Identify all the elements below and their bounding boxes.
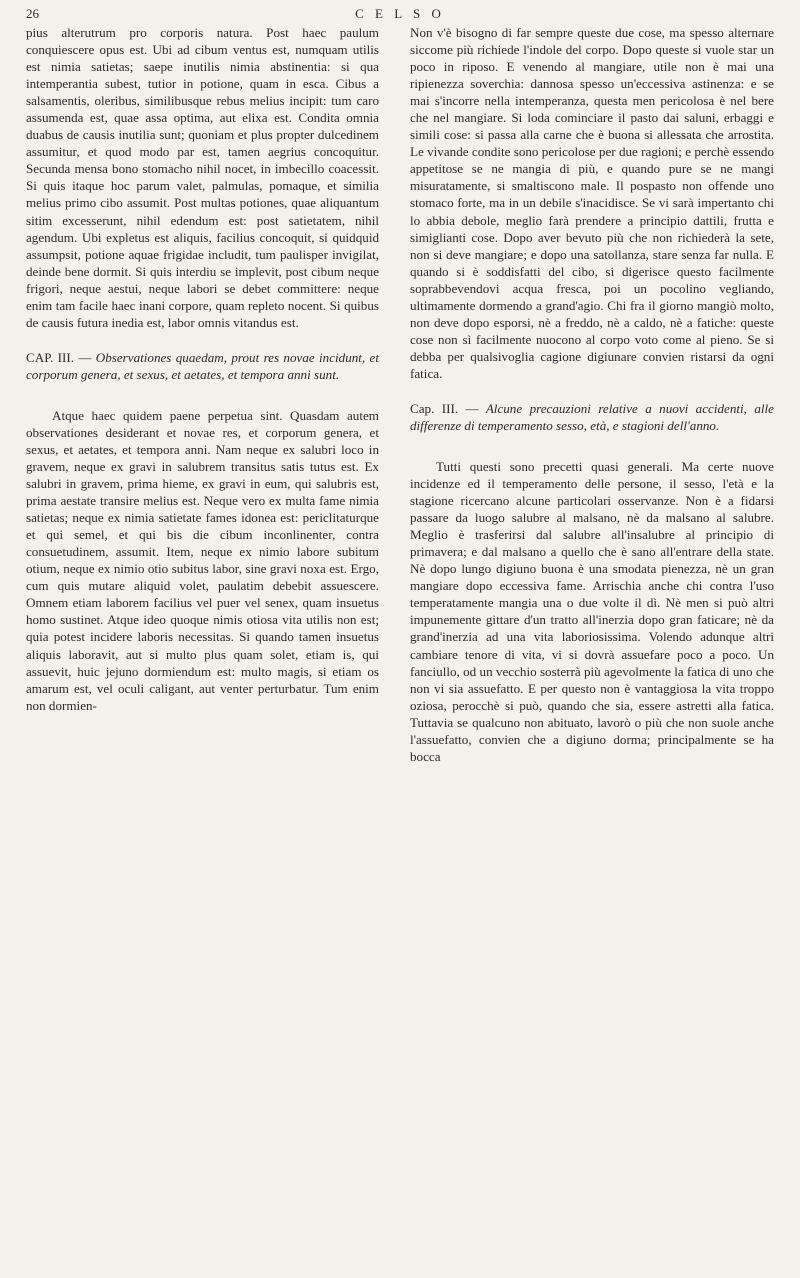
italian-chapter-title: Alcune precauzioni relative a nuovi accidenti, alle differenze di temperamento sesso, età, e stagioni dell'anno.	[410, 400, 774, 433]
running-title: C E L S O	[355, 6, 445, 21]
latin-column	[26, 24, 379, 714]
italian-column	[410, 24, 774, 765]
latin-chapter-heading	[26, 349, 379, 383]
latin-paragraph-1: pius alterutrum pro corporis natura. Post haec paulum conquiescere opus est. Ubi ad cibum ventus est, numquam utilis est nimia satietas; saepe inutilis nimia abstinentia: si qua intemperantia subest, tutior in potione, quam in esca. Cibus a salsamentis, oleribus, similibusque rebus melius incipit: tum caro assumenda est, quae assa optima, aut elixa est. Condita omnia duabus de causis inutilia sunt; quoniam et plus propter dulcedinem assumitur, et quod modo par est, tamen aegrius concoquitur. Secunda mensa bono stomacho nihil nocet, in imbecillo coacessit. Si quis itaque hoc parum valet, palmulas, pomaque, et similia melius primo cibo assumit. Post multas potiones, quae aliquantum sitim excesserunt, nihil edendum est: post satietatem, nihil agendum. Ubi expletus est aliquis, facilius concoquit, si quidquid assumpsit, potione aquae frigidae includit, tum paulisper invigilat, deinde bene dormit. Si quis interdiu se implevit, post cibum neque frigori, neque aestui, neque labori se debet committere: neque enim tam facile haec inani corpore, quam repleto nocent. Si quibus de causis futura inedia est, labor omnis vitandus est.	[26, 25, 379, 330]
latin-chapter-label: CAP. III. —	[26, 349, 92, 365]
italian-chapter-label: Cap. III. —	[410, 400, 479, 416]
page-header	[0, 4, 800, 26]
page-number: 26	[26, 6, 39, 21]
italian-chapter-heading	[410, 400, 774, 434]
latin-chapter-title: Observationes quaedam, prout res novae incidunt, et corporum genera, et sexus, et aetates, et tempora anni sunt.	[26, 349, 379, 382]
italian-paragraph-2: Tutti questi sono precetti quasi generali. Ma certe nuove incidenze ed il temperamento delle persone, il sesso, l'età e la stagione ricercano alcune particolari osservanze. Non è a fidarsi passare da luogo salubre al malsano, nè da malsano al salubre. Meglio è trasferirsi dal salubre all'insalubre al principio di primavera; e dal malsano a quello che è sano all'entrare della state. Nè dopo lungo digiuno buona è una smodata pienezza, nè un gran mangiare dopo eccessiva fame. Arrischia anche chi contra l'uso temperatamente mangia una o due volte il dì. Nè men si può altri impunemente gittare d'un tratto all'inerzia dopo gran faticare; nè da grand'inerzia ad una vita laboriosissima. Volendo adunque altri cambiare tenore di vita, vi si dovrà assuefare poco a poco. Un fanciullo, od un vecchio sosterrà più agevolmente la fatica di uno che non vi sia assuefatto. E per questo non è vantaggiosa la vita troppo oziosa, perocchè si può, quando che sia, essere astretti alla fatica. Tuttavia se qualcuno non abituato, lavorò o più che non suole anche l'assuefatto, convien che a digiuno dorma; principalmente se ha bocca	[410, 458, 774, 764]
latin-paragraph-2: Atque haec quidem paene perpetua sint. Quasdam autem observationes desiderant et novae res, et corporum genera, et sexus, et aetates, et tempora anni. Nam neque ex salubri loco in gravem, neque ex gravi in salubrem transitus satis tutus est. Ex salubri in gravem, prima hieme, ex gravi in eum, qui salubris est, prima aestate transire melius est. Neque vero ex multa fame nimia satietas; neque ex nimia satietate fames idonea est: periclitaturque et qui semel, et qui bis die cibum inconlinenter, contra consuetudinem, assumit. Item, neque ex nimio labore subitum otium, neque ex nimio otio subitus labor, sine gravi noxa est. Ergo, cum quis mutare aliquid volet, paulatim debebit assuescere. Omnem etiam laborem facilius vel puer vel senex, quam insuetus homo sustinet. Atque ideo quoque nimis otiosa vita utilis non est; quia potest incidere laboris necessitas. Si quando tamen insuetus aliquis laboravit, aut si multo plus quam solet, etiam is, qui assuevit, huic jejuno dormiendum est: multo magis, si etiam os amarum est, vel oculi caligant, aut venter perturbatur. Tum enim non dormien-	[26, 407, 379, 713]
italian-paragraph-1: Non v'è bisogno di far sempre queste due cose, ma spesso alternare siccome più richiede l'indole del corpo. Dopo queste si vuole star un poco in riposo. E venendo al mangiare, utile non è mai una ripienezza soverchia: dannosa spesso un'eccessiva astinenza: e se mai s'incorre nella intemperanza, questa men pericolosa è nel bere che nel mangiare. Si loda cominciare il pasto dai saluni, erbaggi e simili cose: si passa alla carne che è buona si allessata che arrostita. Le vivande condite sono pericolose per due ragioni; e perchè essendo appetitose se ne mangia di più, e quando pure se ne mangi misuratamente, si smaltiscono male. Il pospasto non offende uno stomaco forte, ma in un debile s'inacidisce. Se vi sarà impertanto chi lo abbia debole, meglio farà prendere a principio dattili, frutta e simiglianti cose. Dopo aver bevuto più che non richiederà la sete, non si deve mangiare; e dopo una satollanza, stare senza far nulla. E quando si è soddisfatti del cibo, si digerisce questo facilmente soprabbevendovi acqua fresca, poi un pocolino vegliando, ultimamente dormendo a grand'agio. Chi fra il giorno mangiò molto, non deve dopo esporsi, nè a freddo, nè a caldo, nè a fatiche: queste cose non sì facilmente nuocono al corpo voto come al pieno. Se si debba per qualsivoglia cagione digiunare convien ristarsi da ogni fatica.	[410, 25, 774, 381]
